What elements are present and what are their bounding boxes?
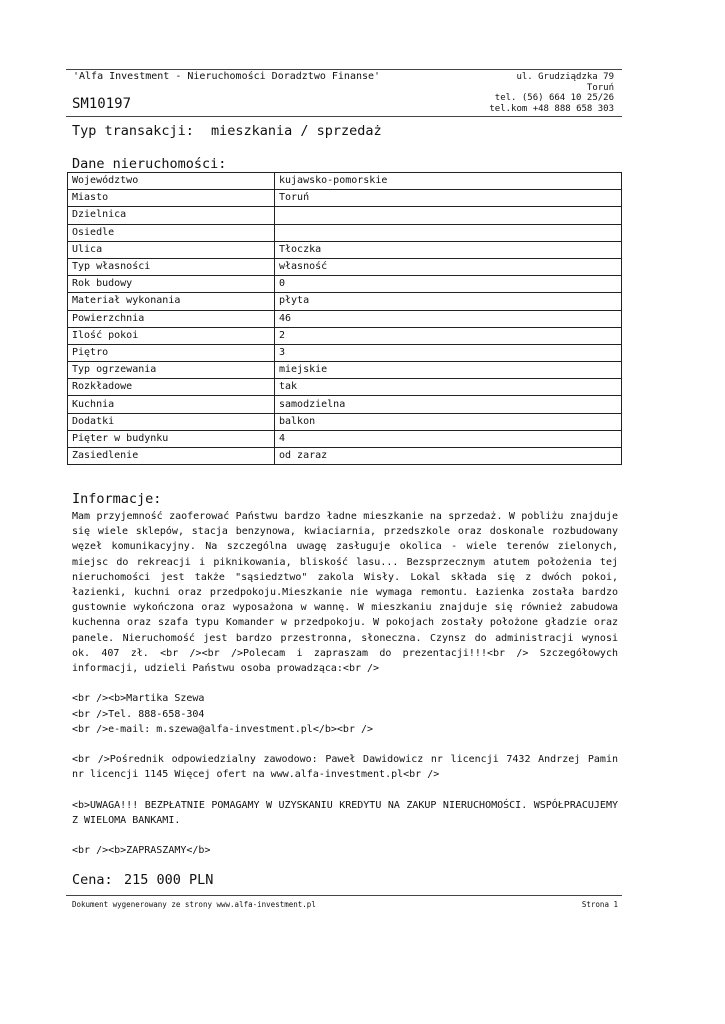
property-key: Dzielnica xyxy=(68,207,275,224)
property-row xyxy=(68,362,622,379)
property-row xyxy=(68,276,622,293)
info-paragraph-description: Mam przyjemność zaoferować Państwu bardzo ładne mieszkanie na sprzedaż. W pobliżu znajduje się wiele sklepów, stacja benzynowa, kwiaciarnia, przedszkole oraz doskonale rozbudowany węzeł komunikacyjny. Na szczególna uwagę zasługuje okolica - wiele terenów zielonych, miejsc do rekreacji i piknikowania, bliskość lasu... Bezsprzecznym atutem położenia tej nieruchomości jest także "sąsiedztwo" zakola Wisły. Lokal składa się z dwóch pokoi, łazienki, kuchni oraz przedpokoju.Mieszkanie nie wymaga remontu. Łazienka została bardzo gustownie wykończona oraz wyposażona w wannę. W mieszkaniu znajduje się również zabudowa kuchenna oraz szafa typu Komander w przedpokoju. W pokojach zostały położone gładzie oraz panele. Nieruchomość jest bardzo przestronna, słoneczna. Czynsz do administracji wynosi ok. 407 zł. <br /><br />Polecam i zapraszam do prezentacji!!!<br /> Szczegółowych informacji, udzieli Państwu osoba prowadząca:<br /> xyxy=(72,511,618,675)
property-key: Pięter w budynku xyxy=(68,430,275,447)
property-key: Typ własności xyxy=(68,258,275,275)
contact-address: ul. Grudziądzka 79 xyxy=(516,72,614,82)
info-paragraph-credit: <b>UWAGA!!! BEZPŁATNIE POMAGAMY W UZYSKANIU KREDYTU NA ZAKUP NIERUCHOMOŚCI. WSPÓŁPRACUJEMY Z WIELOMA BANKAMI. xyxy=(72,799,618,827)
property-value: balkon xyxy=(275,413,622,430)
contact-block xyxy=(489,72,614,114)
property-value: samodzielna xyxy=(275,396,622,413)
property-row xyxy=(68,379,622,396)
company-name: 'Alfa Investment - Nieruchomości Doradztwo Finanse' xyxy=(73,71,381,82)
property-key: Powierzchnia xyxy=(68,310,275,327)
property-value: tak xyxy=(275,379,622,396)
property-value xyxy=(275,224,622,241)
info-paragraph-invite: <br /><b>ZAPRASZAMY</b> xyxy=(72,845,211,857)
contact-phone: tel. (56) 664 10 25/26 xyxy=(494,93,614,103)
property-row xyxy=(68,224,622,241)
property-key: Typ ogrzewania xyxy=(68,362,275,379)
property-row xyxy=(68,293,622,310)
contact-city: Toruń xyxy=(586,82,614,93)
property-row xyxy=(68,327,622,344)
property-row xyxy=(68,310,622,327)
contact-mobile: tel.kom +48 888 658 303 xyxy=(489,103,614,114)
property-row xyxy=(68,173,622,190)
property-value: 2 xyxy=(275,327,622,344)
footer-rule xyxy=(66,895,622,896)
property-key: Rozkładowe xyxy=(68,379,275,396)
info-text xyxy=(72,509,618,874)
info-paragraph-agent: <br /><b>Martika Szewa <br />Tel. 888-658-304 <br />e-mail: m.szewa@alfa-investment.pl</b><br /> xyxy=(72,693,374,735)
top-rule xyxy=(66,69,622,70)
property-row xyxy=(68,258,622,275)
header-rule xyxy=(66,116,622,117)
info-section-title: Informacje: xyxy=(72,491,162,507)
property-value: 46 xyxy=(275,310,622,327)
property-row xyxy=(68,241,622,258)
property-value xyxy=(275,207,622,224)
offer-code: SM10197 xyxy=(72,96,132,112)
property-value: Toruń xyxy=(275,190,622,207)
transaction-label: Typ transakcji: xyxy=(72,123,194,139)
property-value: 0 xyxy=(275,276,622,293)
property-value: miejskie xyxy=(275,362,622,379)
property-section-title: Dane nieruchomości: xyxy=(72,156,227,172)
property-key: Rok budowy xyxy=(68,276,275,293)
property-key: Miasto xyxy=(68,190,275,207)
property-row xyxy=(68,396,622,413)
property-key: Ulica xyxy=(68,241,275,258)
property-value: własność xyxy=(275,258,622,275)
info-paragraph-licence: <br />Pośrednik odpowiedzialny zawodowo: Paweł Dawidowicz nr licencji 7432 Andrzej Pamin nr licencji 1145 Więcej ofert na www.alfa-investment.pl<br /> xyxy=(72,754,618,781)
property-value: od zaraz xyxy=(275,448,622,465)
price-label: Cena: xyxy=(72,872,113,888)
property-value: 4 xyxy=(275,430,622,447)
property-key: Osiedle xyxy=(68,224,275,241)
property-key: Ilość pokoi xyxy=(68,327,275,344)
property-row xyxy=(68,413,622,430)
property-key: Kuchnia xyxy=(68,396,275,413)
property-row xyxy=(68,190,622,207)
property-value: Tłoczka xyxy=(275,241,622,258)
property-key: Materiał wykonania xyxy=(68,293,275,310)
property-key: Województwo xyxy=(68,173,275,190)
property-row xyxy=(68,344,622,361)
property-row xyxy=(68,430,622,447)
property-table xyxy=(67,172,622,465)
footer-source: Dokument wygenerowany ze strony www.alfa-investment.pl xyxy=(72,900,316,909)
property-row xyxy=(68,207,622,224)
price-value: 215 000 PLN xyxy=(124,872,214,888)
property-row xyxy=(68,448,622,465)
property-key: Zasiedlenie xyxy=(68,448,275,465)
property-key: Piętro xyxy=(68,344,275,361)
property-value: 3 xyxy=(275,344,622,361)
property-value: kujawsko-pomorskie xyxy=(275,173,622,190)
property-key: Dodatki xyxy=(68,413,275,430)
property-value: płyta xyxy=(275,293,622,310)
transaction-value: mieszkania / sprzedaż xyxy=(211,123,382,139)
footer-page-number: Strona 1 xyxy=(581,900,618,909)
